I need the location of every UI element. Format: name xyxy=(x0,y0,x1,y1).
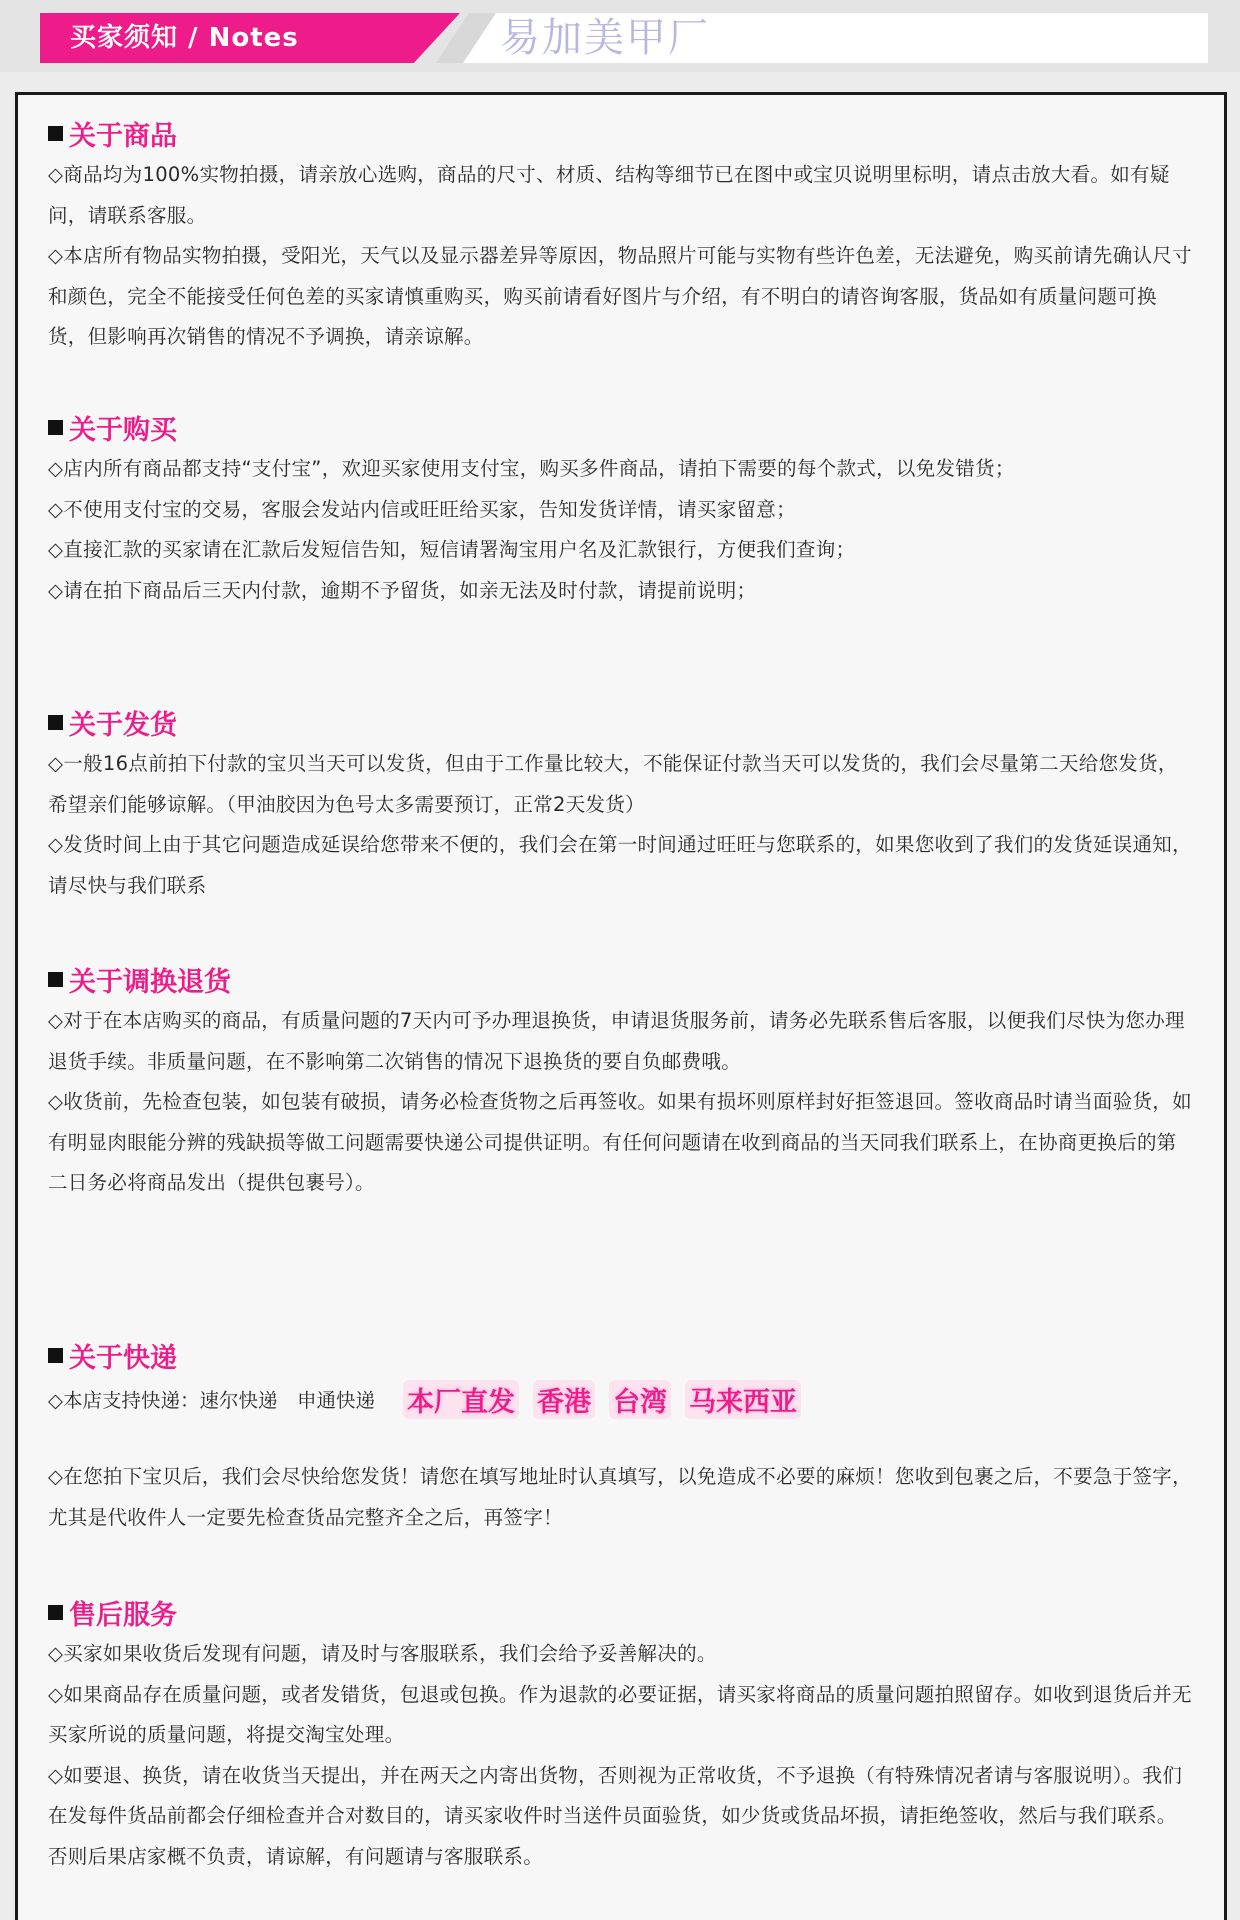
section-paragraph: ◇如要退、换货，请在收货当天提出，并在两天之内寄出货物，否则视为正常收货，不予退换（有特殊情况者请与客服说明）。我们在发每件货品前都会仔细检查并合对数目的，请买家收件时当送件员面验货，如少货或货品坏损，请拒绝签收，然后与我们联系。否则后果店家概不负责，请谅解，有问题请与客服联系。 xyxy=(48,1763,1183,1868)
express-tag: 本厂直发 xyxy=(403,1380,519,1419)
section-after-sales xyxy=(48,1590,1194,1877)
section-purchase xyxy=(48,405,1194,611)
section-title xyxy=(48,957,1194,1001)
section-returns xyxy=(48,957,1194,1204)
header-banner xyxy=(0,0,1240,72)
section-title xyxy=(48,700,1194,744)
section-paragraph: ◇如果商品存在质量问题，或者发错货，包退或包换。作为退款的必要证据，请买家将商品的质量问题拍照留存。如收到退货后并无买家所说的质量问题，将提交淘宝处理。 xyxy=(48,1682,1192,1746)
express-tag: 台湾 xyxy=(609,1380,671,1419)
express-tags xyxy=(403,1380,815,1419)
section-paragraph: ◇请在拍下商品后三天内付款，逾期不予留货，如亲无法及时付款，请提前说明； xyxy=(48,578,757,602)
section-title-text: 关于购买 xyxy=(69,414,177,446)
section-paragraph: ◇一般16点前拍下付款的宝贝当天可以发货，但由于工作量比较大，不能保证付款当天可以发货的，我们会尽量第二天给您发货，希望亲们能够谅解。（甲油胶因为色号太多需要预订，正常2天发货） xyxy=(48,752,1178,816)
square-bullet-icon xyxy=(48,1605,63,1620)
square-bullet-icon xyxy=(48,715,63,730)
section-title-text: 关于商品 xyxy=(69,120,177,152)
section-product xyxy=(48,111,1194,358)
section-paragraph: ◇对于在本店购买的商品，有质量问题的7天内可予办理退换货，申请退货服务前，请务必先联系售后客服，以便我们尽快为您办理退货手续。非质量问题，在不影响第二次销售的情况下退换货的要自负邮费哦。 xyxy=(48,1009,1185,1073)
section-paragraph: ◇发货时间上由于其它问题造成延误给您带来不便的，我们会在第一时间通过旺旺与您联系的，如果您收到了我们的发货延误通知，请尽快与我们联系 xyxy=(48,833,1192,897)
section-title xyxy=(48,1333,1194,1377)
section-title-text: 关于调换退货 xyxy=(69,966,231,998)
express-tag: 香港 xyxy=(533,1380,595,1419)
square-bullet-icon xyxy=(48,1348,63,1363)
section-title-text: 关于快递 xyxy=(69,1342,177,1374)
express-tag: 马来西亚 xyxy=(685,1380,801,1419)
header-brand: 易加美甲厂 xyxy=(500,15,710,61)
header-title: 买家须知 / Notes xyxy=(70,23,299,53)
notes-content xyxy=(15,92,1227,1920)
express-support-line xyxy=(48,1377,1194,1421)
section-paragraph: ◇直接汇款的买家请在汇款后发短信告知，短信请署淘宝用户名及汇款银行，方便我们查询； xyxy=(48,538,856,561)
section-paragraph: ◇本店所有物品实物拍摄，受阳光，天气以及显示器差异等原因，物品照片可能与实物有些许色差，无法避免，购买前请先确认尺寸和颜色，完全不能接受任何色差的买家请慎重购买，购买前请看好图片与介绍，有不明白的请咨询客服，货品如有质量问题可换货，但影响再次销售的情况不予调换，请亲谅解。 xyxy=(48,244,1192,348)
square-bullet-icon xyxy=(48,420,63,435)
section-paragraph: ◇在您拍下宝贝后，我们会尽快给您发货！请您在填写地址时认真填写，以免造成不必要的麻烦！您收到包裹之后，不要急于签字，尤其是代收件人一定要先检查货品完整齐全之后，再签字！ xyxy=(48,1465,1192,1529)
section-paragraph: ◇买家如果收货后发现有问题，请及时与客服联系，我们会给予妥善解决的。 xyxy=(48,1642,717,1665)
section-paragraph: ◇店内所有商品都支持“支付宝”，欢迎买家使用支付宝，购买多件商品，请拍下需要的每个款式，以免发错货； xyxy=(48,457,1015,480)
section-title xyxy=(48,111,1194,155)
section-title-text: 售后服务 xyxy=(69,1599,177,1631)
section-paragraph: ◇收货前，先检查包装，如包装有破损，请务必检查货物之后再签收。如果有损坏则原样封好拒签退回。签收商品时请当面验货，如有明显肉眼能分辨的残缺损等做工问题需要快递公司提供证明。有任何问题请在收到商品的当天同我们联系上，在协商更换后的第二日务必将商品发出（提供包裹号）。 xyxy=(48,1090,1192,1194)
square-bullet-icon xyxy=(48,972,63,987)
section-title-text: 关于发货 xyxy=(69,709,177,741)
express-carriers: ◇本店支持快递：速尔快递 申通快递 xyxy=(48,1389,375,1412)
section-paragraph: ◇不使用支付宝的交易，客服会发站内信或旺旺给买家，告知发货详情，请买家留意； xyxy=(48,497,796,521)
section-title xyxy=(48,1590,1194,1634)
section-express xyxy=(48,1333,1194,1538)
section-paragraph: ◇商品均为100%实物拍摄，请亲放心选购，商品的尺寸、材质、结构等细节已在图中或宝贝说明里标明，请点击放大看。如有疑问，请联系客服。 xyxy=(48,163,1170,227)
section-shipping xyxy=(48,700,1194,906)
square-bullet-icon xyxy=(48,126,63,141)
section-title xyxy=(48,405,1194,449)
